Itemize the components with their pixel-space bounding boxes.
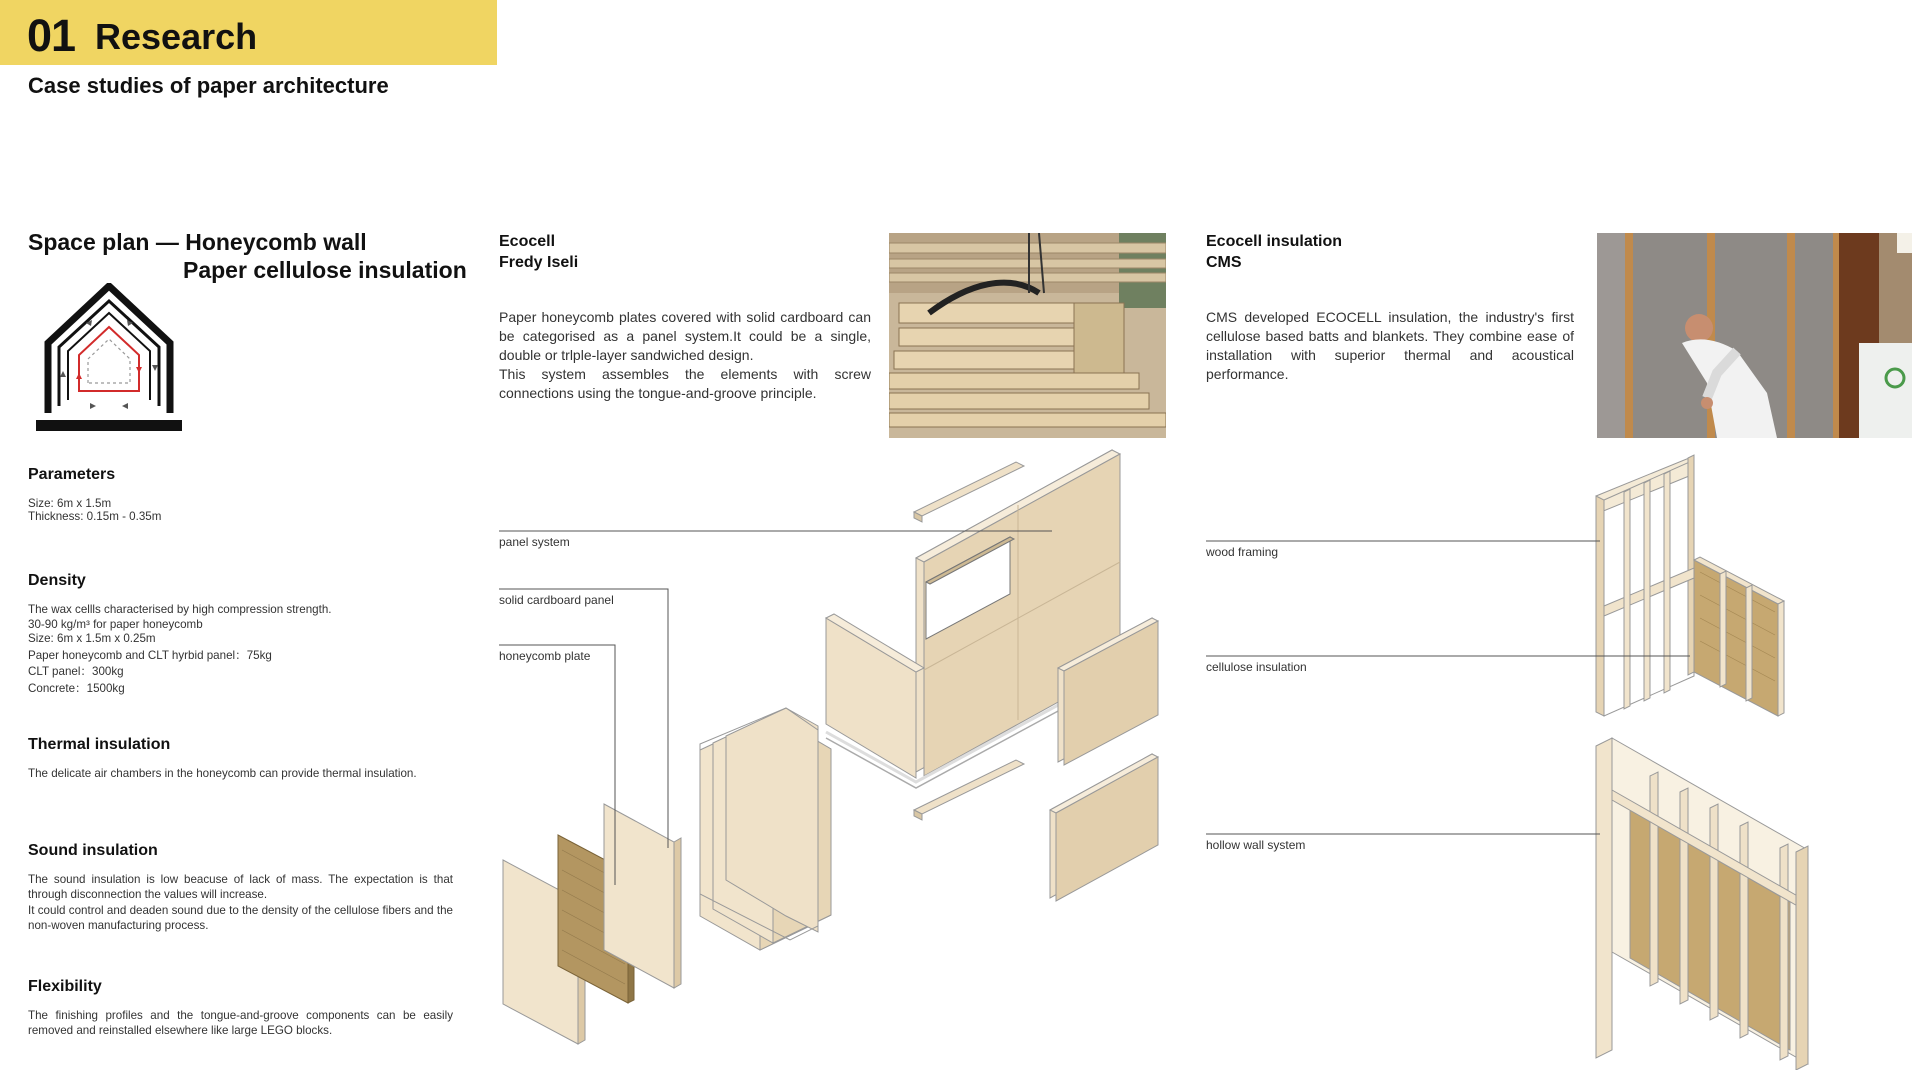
label-solid-cardboard-panel: solid cardboard panel	[499, 593, 614, 607]
density-line: Paper honeycomb and CLT hyrbid panel：75kg	[28, 648, 272, 662]
label-hollow-wall-system: hollow wall system	[1206, 838, 1306, 852]
parameters-thickness: Thickness: 0.15m - 0.35m	[28, 509, 162, 523]
sound-heading: Sound insulation	[28, 842, 158, 859]
thermal-section	[28, 736, 453, 782]
house-wall-diagram	[36, 283, 182, 431]
thermal-heading: Thermal insulation	[28, 736, 171, 753]
ecocell-author: Fredy Iseli	[499, 254, 579, 271]
density-line: Size: 6m x 1.5m x 0.25m	[28, 632, 156, 645]
cms-photo	[1597, 233, 1912, 438]
flexibility-section	[28, 978, 453, 1038]
density-line: CLT panel：300kg	[28, 665, 124, 678]
ecocell-desc-para1: Paper honeycomb plates covered with solid cardboard can be categorised as a panel system.It could be a single, double or trlple-layer sandwiched design.	[499, 309, 871, 363]
flexibility-heading: Flexibility	[28, 978, 102, 995]
parameters-section	[28, 466, 458, 524]
density-section	[28, 572, 458, 696]
cms-title-line1: Ecocell insulation	[1206, 233, 1343, 250]
sound-text: The sound insulation is low beacuse of lack of mass. The expectation is that through disconnection the values will increase.	[28, 873, 453, 901]
thermal-text: The delicate air chambers in the honeycomb can provide thermal insulation.	[28, 767, 417, 780]
parameters-size: Size: 6m x 1.5m	[28, 497, 112, 510]
section-number: 01	[27, 10, 76, 61]
density-heading: Density	[28, 572, 86, 589]
cms-title	[1206, 231, 1342, 273]
flexibility-text: The finishing profiles and the tongue-and-groove components can be easily removed and reinstalled elsewhere like large LEGO blocks.	[28, 1009, 453, 1037]
density-line: Concrete：1500kg	[28, 681, 125, 695]
density-line: 30-90 kg/m³ for paper honeycomb	[28, 617, 203, 631]
density-line: The wax cellls characterised by high compression strength.	[28, 603, 332, 616]
ecocell-description	[499, 308, 871, 403]
cms-description: CMS developed ECOCELL insulation, the industry's first cellulose based batts and blankets. They combine ease of installation with superior thermal and acoustical performance.	[1206, 309, 1574, 382]
ecocell-desc-para2: This system assembles the elements with screw connections using the tongue-and-groove principle.	[499, 366, 871, 401]
parameters-heading: Parameters	[28, 466, 116, 483]
sound-section	[28, 842, 453, 933]
ecocell-title-line1: Ecocell	[499, 233, 556, 250]
label-wood-framing: wood framing	[1206, 545, 1279, 559]
ecocell-title	[499, 231, 578, 273]
label-cellulose-insulation: cellulose insulation	[1206, 660, 1307, 674]
page-subtitle: Case studies of paper architecture	[28, 73, 389, 98]
label-honeycomb-plate: honeycomb plate	[499, 649, 591, 663]
page-title: Research	[95, 16, 258, 57]
space-plan-title-line2: Paper cellulose insulation	[183, 257, 467, 283]
label-panel-system: panel system	[499, 535, 570, 549]
ecocell-photo	[889, 233, 1166, 438]
sound-text-2: It could control and deaden sound due to the density of the cellulose fibers and the non-woven manufacturing process.	[28, 904, 453, 932]
space-plan-title-line1: Space plan — Honeycomb wall	[28, 229, 367, 255]
cms-company: CMS	[1206, 254, 1242, 271]
